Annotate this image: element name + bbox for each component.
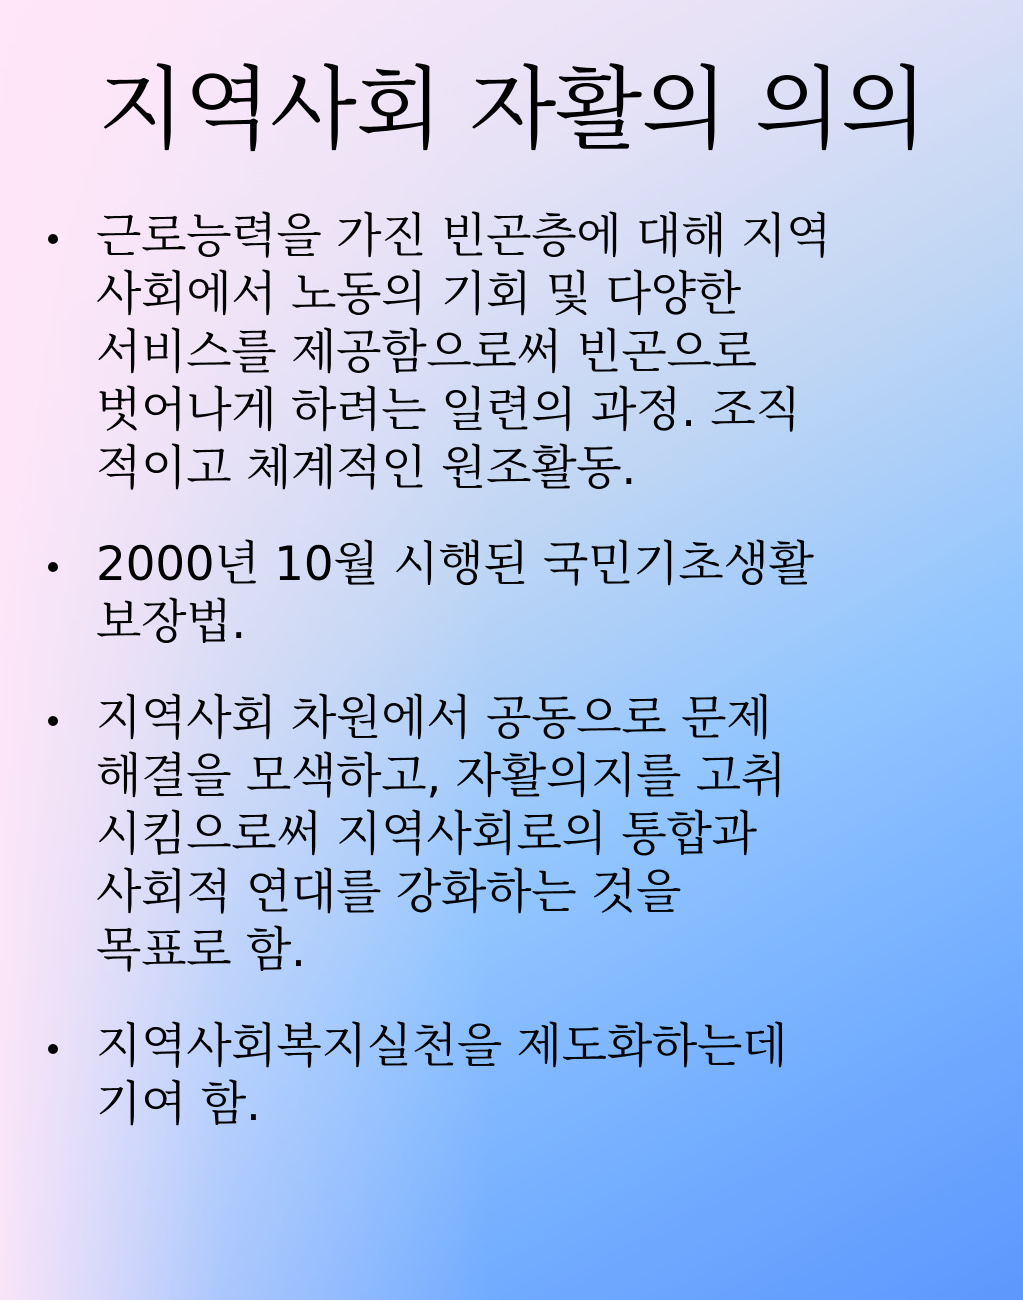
slide-title: 지역사회 자활의 의의 [98, 57, 927, 162]
bullet-text-line: 근로능력을 가진 빈곤층에 대해 지역 [96, 209, 832, 264]
bullet-text-line: 사회적 연대를 강화하는 것을 [96, 865, 682, 920]
bullet-icon [48, 234, 58, 244]
bullet-item-2 [40, 536, 960, 652]
bullet-text-line: 기여 함. [96, 1077, 261, 1132]
bullet-text-line: 서비스를 제공함으로써 빈곤으로 [96, 325, 757, 380]
bullet-text-line: 벗어나게 하려는 일련의 과정. 조직 [96, 383, 801, 438]
bullet-icon [48, 716, 58, 726]
bullet-icon [48, 1044, 58, 1054]
bullet-text-line: 해결을 모색하고, 자활의지를 고취 [96, 749, 786, 804]
bullet-icon [48, 562, 58, 572]
bullet-text-line: 시킴으로써 지역사회로의 통합과 [96, 807, 757, 862]
bullet-text-line: 지역사회 차원에서 공동으로 문제 [96, 691, 772, 746]
bullet-text-line: 적이고 체계적인 원조활동. [96, 441, 637, 496]
bullet-text-line: 목표로 함. [96, 923, 306, 978]
bullet-item-3 [40, 690, 960, 980]
bullet-text-line: 2000년 10월 시행된 국민기초생활 [96, 537, 814, 592]
bullet-item-1 [40, 208, 960, 498]
bullet-text-line: 보장법. [96, 595, 246, 650]
bullet-text-line: 사회에서 노동의 기회 및 다양한 [96, 267, 741, 322]
bullet-text-line: 지역사회복지실천을 제도화하는데 [96, 1019, 788, 1074]
bullet-item-4 [40, 1018, 960, 1134]
bullet-list [40, 208, 960, 1134]
